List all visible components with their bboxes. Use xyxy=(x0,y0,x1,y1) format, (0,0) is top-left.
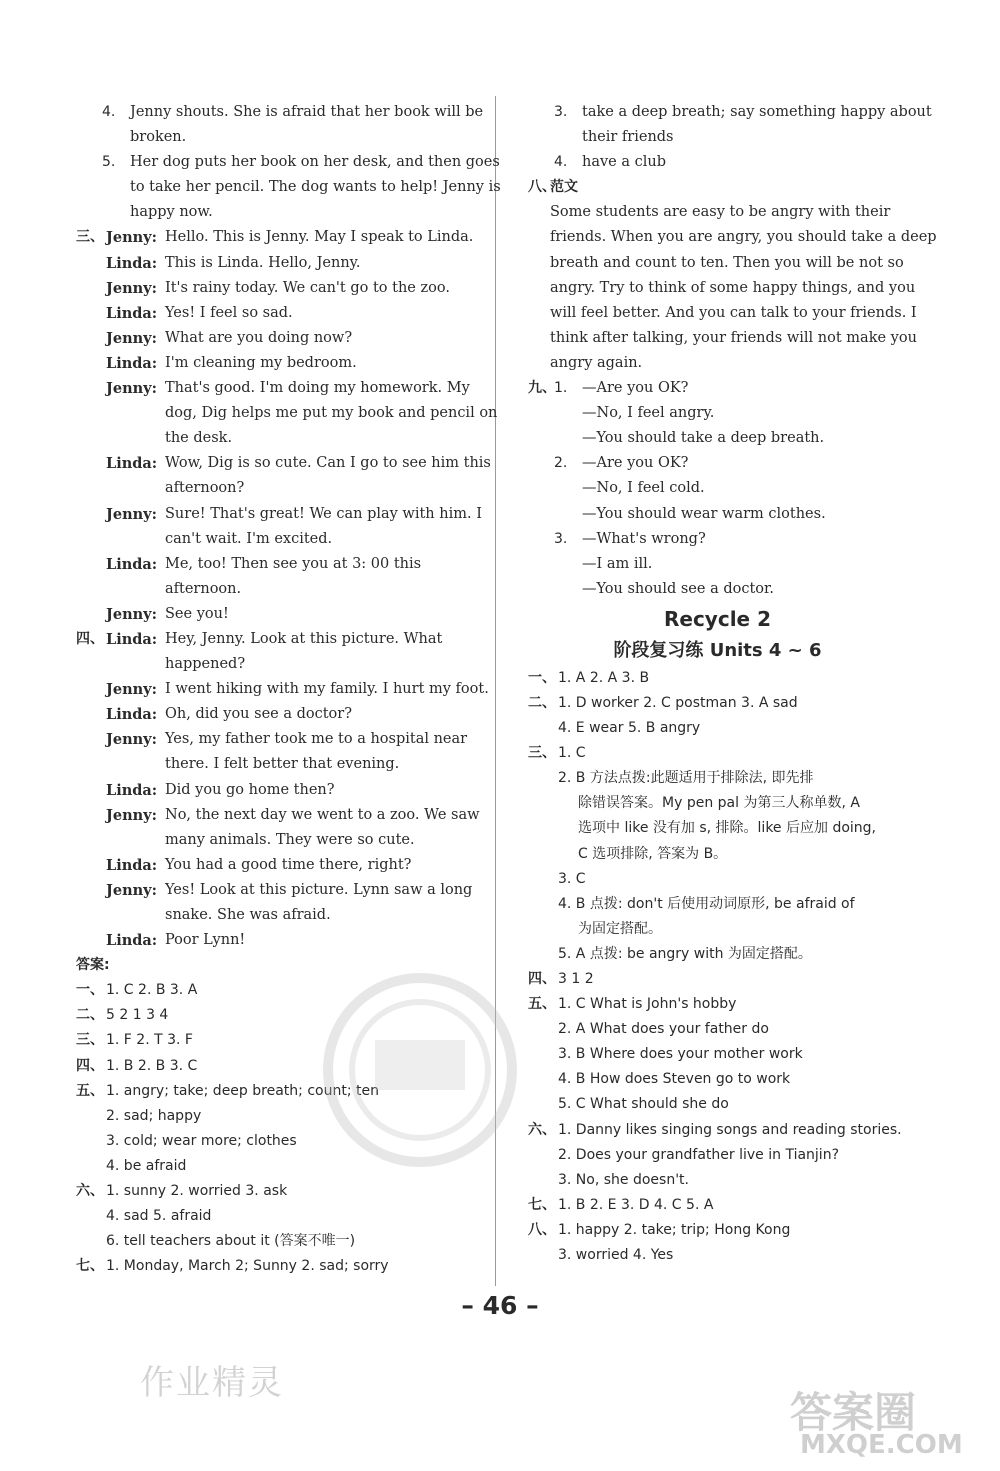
text-line xyxy=(68,376,470,401)
text-line xyxy=(520,175,915,200)
answers-heading: 答案: xyxy=(76,957,110,974)
speaker-label: Jenny: xyxy=(106,279,157,297)
text-line xyxy=(68,602,470,627)
text-line xyxy=(520,351,915,376)
text-content: their friends xyxy=(582,129,674,146)
text-line xyxy=(520,691,915,716)
answer-text: 3 1 2 xyxy=(558,971,594,987)
text-line xyxy=(68,527,470,552)
speaker-label: Jenny: xyxy=(106,605,157,623)
text-content: take a deep breath; say something happy about xyxy=(582,104,932,120)
text-line xyxy=(68,803,480,828)
text-content: breath and count to ten. Then you will be not so xyxy=(550,254,904,271)
text-line xyxy=(68,100,484,125)
text-content: Poor Lynn! xyxy=(165,932,246,949)
answer-text: 2. Does your grandfather live in Tianjin? xyxy=(558,1146,839,1163)
section-title: Recycle 2 xyxy=(663,606,771,631)
answer-text: 4. be afraid xyxy=(106,1157,187,1174)
text-line xyxy=(68,175,501,200)
answer-text: 1. C What is John's hobby xyxy=(558,996,737,1013)
text-line xyxy=(520,552,915,577)
text-content: Jenny shouts. She is afraid that her book will be xyxy=(130,104,484,120)
text-line xyxy=(520,766,915,791)
item-number: 4. xyxy=(102,104,116,120)
text-content: Oh, did you see a doctor? xyxy=(165,706,352,723)
watermark-logo: 答案圈 xyxy=(790,1388,917,1437)
text-line xyxy=(520,666,915,691)
text-continuation: snake. She was afraid. xyxy=(165,907,331,923)
text-line xyxy=(520,1193,915,1218)
answer-text: 2. sad; happy xyxy=(106,1107,202,1124)
text-content: will feel better. And you can talk to your friends. I xyxy=(550,304,917,321)
answer-text: 1. happy 2. take; trip; Hong Kong xyxy=(558,1221,791,1238)
text-line xyxy=(68,301,470,326)
answer-text: 6. tell teachers about it (答案不唯一) xyxy=(106,1233,356,1250)
answer-text: 3. No, she doesn't. xyxy=(558,1171,689,1188)
text-line xyxy=(520,376,915,401)
text-line xyxy=(520,1092,915,1117)
speaker-label: Jenny: xyxy=(106,505,157,523)
text-content: —What's wrong? xyxy=(582,530,706,547)
text-line xyxy=(520,791,915,816)
watermark-url: MXQE.COM xyxy=(800,1430,963,1460)
text-line xyxy=(68,426,470,451)
section-number: 一、 xyxy=(528,669,556,686)
speaker-label: Jenny: xyxy=(106,380,157,398)
text-content: See you! xyxy=(165,605,229,622)
text-line xyxy=(520,502,915,527)
page-number: – 46 – xyxy=(461,1291,539,1320)
section-number: 五、 xyxy=(528,996,556,1013)
speaker-label: Jenny: xyxy=(106,806,157,824)
text-line xyxy=(68,1229,470,1254)
speaker-label: Linda: xyxy=(106,706,158,724)
answer-text: 1. B 2. E 3. D 4. C 5. A xyxy=(558,1196,714,1213)
text-content: Some students are easy to be angry with their xyxy=(550,204,891,221)
section-number: 四、 xyxy=(528,971,556,987)
text-line xyxy=(68,778,470,803)
text-line xyxy=(68,878,473,903)
text-line xyxy=(68,652,470,677)
text-content: It's rainy today. We can't go to the zoo. xyxy=(165,279,450,296)
answer-text: 5. C What should she do xyxy=(558,1096,729,1113)
item-number: 2. xyxy=(554,455,568,472)
section-number: 八、 xyxy=(528,1221,556,1238)
text-content: —You should take a deep breath. xyxy=(582,430,825,447)
answer-text: 5 2 1 3 4 xyxy=(106,1007,169,1024)
text-line xyxy=(520,200,915,225)
text-line xyxy=(520,992,915,1017)
speaker-label: Jenny: xyxy=(106,329,157,347)
answer-text: 1. C xyxy=(558,745,586,762)
text-content: Yes! Look at this picture. Lynn saw a long xyxy=(165,881,473,898)
answer-text: 1. A 2. A 3. B xyxy=(558,669,650,686)
text-line xyxy=(68,727,470,752)
speaker-label: Linda: xyxy=(106,630,158,648)
text-line xyxy=(520,225,937,250)
text-content: angry. Try to think of some happy things, and you xyxy=(550,279,916,296)
text-content: Hey, Jenny. Look at this picture. What xyxy=(165,630,443,647)
text-line xyxy=(520,1218,915,1243)
text-content: Yes! I feel so sad. xyxy=(165,304,293,321)
text-line xyxy=(68,451,491,476)
speaker-label: Linda: xyxy=(106,932,158,950)
text-line xyxy=(68,125,470,150)
text-line xyxy=(520,301,915,326)
answer-text: 1. C 2. B 3. A xyxy=(106,982,198,999)
text-line xyxy=(520,1067,915,1092)
answer-continuation: 为固定搭配。 xyxy=(578,920,662,937)
answer-text: 1. D worker 2. C postman 3. A sad xyxy=(558,694,798,711)
text-content: That's good. I'm doing my homework. My xyxy=(165,380,470,397)
text-content: Me, too! Then see you at 3: 00 this xyxy=(165,555,422,572)
section-number: 八、 xyxy=(528,179,556,196)
speaker-label: Linda: xyxy=(106,254,158,272)
speaker-label: Jenny: xyxy=(106,681,157,699)
text-line xyxy=(68,150,500,175)
text-content: Yes, my father took me to a hospital near xyxy=(165,731,468,748)
item-number: 1. xyxy=(554,380,568,397)
answer-continuation: C 选项排除, 答案为 B。 xyxy=(578,845,728,862)
right-column xyxy=(520,100,937,1268)
text-line xyxy=(520,1118,915,1143)
text-continuation: can't wait. I'm excited. xyxy=(165,530,333,547)
text-line xyxy=(68,853,470,878)
text-content: —Are you OK? xyxy=(582,380,689,397)
text-content: I went hiking with my family. I hurt my foot. xyxy=(165,681,489,698)
text-content: This is Linda. Hello, Jenny. xyxy=(165,254,361,271)
text-line xyxy=(520,716,915,741)
text-continuation: dog, Dig helps me put my book and pencil on xyxy=(165,405,498,422)
answer-text: 4. E wear 5. B angry xyxy=(558,720,701,737)
text-content: —You should see a doctor. xyxy=(582,580,774,597)
text-line xyxy=(68,1179,470,1204)
text-line xyxy=(68,1254,470,1279)
text-line xyxy=(68,276,470,301)
text-content: —I am ill. xyxy=(582,555,653,572)
text-content: friends. When you are angry, you should take a deep xyxy=(550,229,937,246)
text-line xyxy=(520,867,915,892)
text-line xyxy=(520,842,915,867)
section-number: 三、 xyxy=(76,229,104,246)
text-line xyxy=(68,627,470,652)
text-content: happy now. xyxy=(130,204,213,221)
answer-text: 1. sunny 2. worried 3. ask xyxy=(106,1183,288,1200)
text-content: Sure! That's great! We can play with him. I xyxy=(165,505,482,522)
section-subtitle: 阶段复习练 Units 4 ~ 6 xyxy=(613,639,822,661)
text-line xyxy=(68,200,470,225)
text-line xyxy=(520,967,915,992)
text-line xyxy=(520,426,915,451)
text-line xyxy=(520,1168,915,1193)
answer-text: 1. angry; take; deep breath; count; ten xyxy=(106,1082,379,1099)
speaker-label: Linda: xyxy=(106,555,158,573)
text-line xyxy=(520,942,915,967)
speaker-label: Linda: xyxy=(106,354,158,372)
text-line xyxy=(520,476,915,501)
text-line xyxy=(520,892,915,917)
text-line xyxy=(520,150,915,175)
text-content: No, the next day we went to a zoo. We saw xyxy=(165,806,480,823)
text-line xyxy=(520,276,915,301)
answer-text: 4. B 点拨: don't 后使用动词原形, be afraid of xyxy=(558,895,855,912)
item-number: 5. xyxy=(102,154,116,171)
section-number: 一、 xyxy=(76,982,104,999)
text-content: I'm cleaning my bedroom. xyxy=(165,354,357,371)
answer-text: 5. A 点拨: be angry with 为固定搭配。 xyxy=(558,945,812,962)
speaker-label: Linda: xyxy=(106,781,158,799)
answer-text: 3. C xyxy=(558,870,586,887)
text-line xyxy=(68,476,470,501)
section-number: 三、 xyxy=(76,1032,104,1049)
text-content: have a club xyxy=(582,154,666,171)
text-line xyxy=(520,401,915,426)
text-content: Her dog puts her book on her desk, and then goes xyxy=(130,154,500,171)
text-line xyxy=(68,401,498,426)
text-line xyxy=(520,1243,915,1268)
stamp-watermark xyxy=(320,960,520,1180)
text-line xyxy=(68,828,470,853)
speaker-label: Linda: xyxy=(106,856,158,874)
text-line xyxy=(520,1143,915,1168)
answer-text: 1. Monday, March 2; Sunny 2. sad; sorry xyxy=(106,1258,389,1275)
section-number: 二、 xyxy=(76,1007,104,1024)
text-line xyxy=(520,1017,915,1042)
text-content: —No, I feel angry. xyxy=(582,405,715,422)
text-line xyxy=(68,326,470,351)
text-line xyxy=(520,100,932,125)
section-number: 六、 xyxy=(76,1183,104,1200)
text-line xyxy=(520,1042,915,1067)
text-line xyxy=(520,125,915,150)
section-number: 七、 xyxy=(76,1258,104,1275)
text-line xyxy=(68,1204,470,1229)
text-line xyxy=(68,903,470,928)
speaker-label: Jenny: xyxy=(106,731,157,749)
item-number: 3. xyxy=(554,530,568,547)
text-content: think after talking, your friends will not make you xyxy=(550,329,917,346)
text-line xyxy=(68,702,470,727)
text-continuation: the desk. xyxy=(165,430,233,447)
text-line xyxy=(68,251,470,276)
text-content: angry again. xyxy=(550,354,643,371)
text-continuation: many animals. They were so cute. xyxy=(165,831,415,848)
section-number: 五、 xyxy=(76,1082,104,1099)
text-line xyxy=(68,552,470,577)
text-content: Wow, Dig is so cute. Can I go to see him this xyxy=(165,455,491,472)
watermark-left: 作业精灵 xyxy=(140,1363,284,1403)
answer-text: 3. B Where does your mother work xyxy=(558,1046,803,1063)
text-content: What are you doing now? xyxy=(165,329,353,346)
text-continuation: afternoon. xyxy=(165,580,242,597)
text-line xyxy=(68,928,470,953)
text-content: —No, I feel cold. xyxy=(582,480,705,497)
section-number: 九、 xyxy=(528,380,556,397)
text-line xyxy=(68,502,482,527)
text-line xyxy=(68,577,470,602)
text-line xyxy=(520,451,915,476)
text-line xyxy=(520,326,915,351)
text-content: to take her pencil. The dog wants to help! Jenny is xyxy=(130,179,501,196)
text-line xyxy=(520,527,915,552)
section-number: 七、 xyxy=(528,1196,556,1213)
section-number: 四、 xyxy=(76,630,104,647)
speaker-label: Linda: xyxy=(106,455,158,473)
item-number: 3. xyxy=(554,104,568,120)
text-line xyxy=(68,752,470,777)
text-line xyxy=(520,816,915,841)
section-heading: 范文 xyxy=(550,179,578,196)
text-continuation: there. I felt better that evening. xyxy=(165,756,400,773)
text-continuation: happened? xyxy=(165,656,246,673)
text-content: Did you go home then? xyxy=(165,781,335,798)
answer-text: 3. worried 4. Yes xyxy=(558,1247,674,1264)
text-content: You had a good time there, right? xyxy=(165,856,412,873)
text-line xyxy=(520,251,915,276)
answer-continuation: 选项中 like 没有加 s, 排除。like 后应加 doing, xyxy=(578,820,876,837)
section-number: 四、 xyxy=(76,1057,104,1074)
text-continuation: afternoon? xyxy=(165,480,245,497)
text-line xyxy=(520,577,915,602)
text-line xyxy=(68,351,470,376)
answer-text: 1. B 2. B 3. C xyxy=(106,1057,198,1074)
answer-text: 2. A What does your father do xyxy=(558,1021,769,1038)
text-line xyxy=(68,677,489,702)
text-content: Hello. This is Jenny. May I speak to Linda. xyxy=(165,229,474,246)
speaker-label: Jenny: xyxy=(106,229,157,247)
text-content: broken. xyxy=(130,129,187,146)
answer-text: 3. cold; wear more; clothes xyxy=(106,1132,297,1149)
text-line xyxy=(520,741,915,766)
answer-text: 4. sad 5. afraid xyxy=(106,1208,212,1225)
answer-continuation: 除错误答案。My pen pal 为第三人称单数, A xyxy=(578,795,860,812)
speaker-label: Jenny: xyxy=(106,881,157,899)
section-number: 二、 xyxy=(528,694,556,711)
answer-text: 1. Danny likes singing songs and reading stories. xyxy=(558,1121,902,1138)
text-line xyxy=(68,225,474,250)
answer-text: 4. B How does Steven go to work xyxy=(558,1071,791,1088)
text-content: —Are you OK? xyxy=(582,455,689,472)
section-number: 三、 xyxy=(528,745,556,762)
answer-text: 2. B 方法点拨:此题适用于排除法, 即先排 xyxy=(558,770,814,787)
speaker-label: Linda: xyxy=(106,304,158,322)
text-line xyxy=(520,917,915,942)
text-content: —You should wear warm clothes. xyxy=(582,505,826,522)
answer-text: 1. F 2. T 3. F xyxy=(106,1032,193,1049)
item-number: 4. xyxy=(554,154,568,171)
section-number: 六、 xyxy=(528,1121,556,1138)
